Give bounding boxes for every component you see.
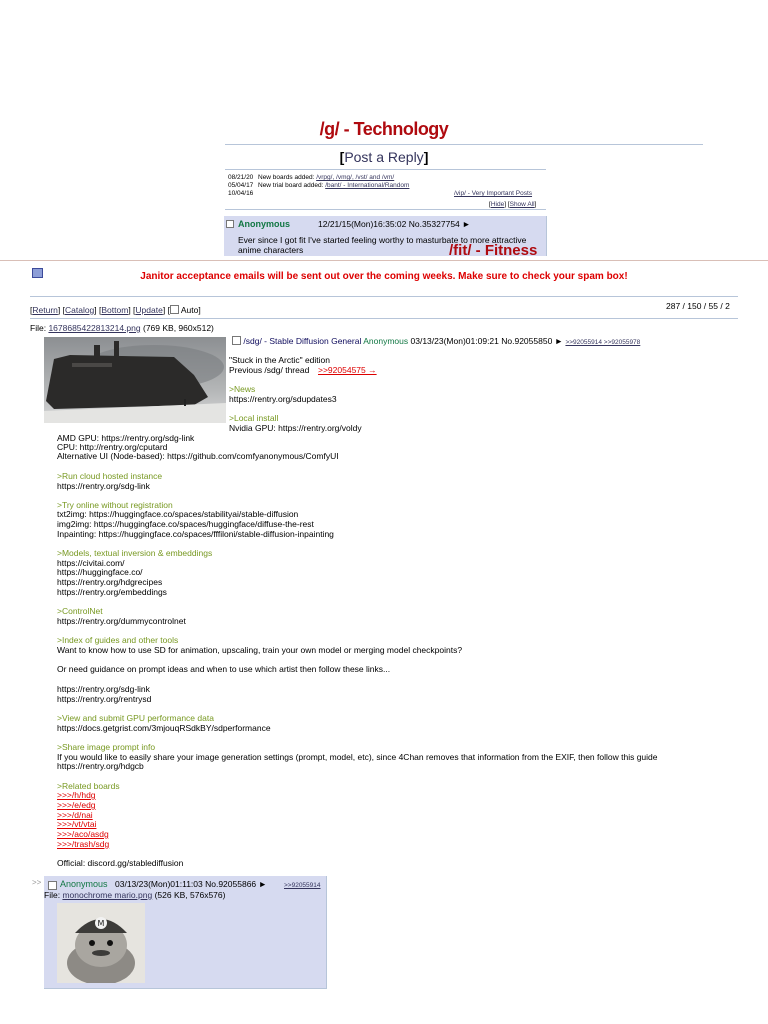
post-text-line: https://rentry.org/hdgcb [57, 761, 144, 771]
greentext-heading: >View and submit GPU performance data [57, 713, 214, 723]
divider [225, 169, 546, 170]
quote-link[interactable]: >>>/aco/asdg [57, 829, 109, 839]
announcement-text: Janitor acceptance emails will be sent out over the coming weeks. Make sure to check your spam box! [140, 271, 628, 282]
hide-news-button[interactable]: Hide [490, 201, 505, 208]
op-file-link[interactable]: 1678685422813214.png [48, 323, 141, 333]
reply-post [44, 876, 327, 989]
thread-stats: 287 / 150 / 55 / 2 [666, 301, 730, 311]
post-text-line: https://rentry.org/sdg-link [57, 684, 150, 694]
divider [225, 144, 703, 145]
reply-file-info: File: monochrome mario.png (526 KB, 576x576) [44, 890, 226, 900]
post-text-line: https://rentry.org/sdg-link [57, 481, 150, 491]
quote-link[interactable]: >>>/h/hdg [57, 790, 96, 800]
show-all-news-button[interactable]: Show All [509, 201, 535, 208]
reply-checkbox[interactable] [48, 881, 57, 890]
auto-label: Auto [180, 305, 199, 315]
greentext-heading: >Run cloud hosted instance [57, 471, 163, 481]
post-checkbox[interactable] [226, 220, 234, 228]
op-checkbox[interactable] [232, 336, 241, 345]
post-text-line: Or need guidance on prompt ideas and when to use which artist then follow these links... [57, 664, 391, 674]
news-item: 08/21/20 New boards added: /vrpg/, /vmg/, /vst/ and /vm/ [228, 174, 395, 181]
board-title: /g/ - Technology [319, 119, 449, 139]
post-text-line: https://docs.getgrist.com/3mjouqRSdkBY/sdperformance [57, 723, 271, 733]
post-text-line: https://rentry.org/sdupdates3 [229, 394, 337, 404]
post-text-line: https://rentry.org/dummycontrolnet [57, 616, 186, 626]
greentext-heading: >Try online without registration [57, 500, 173, 510]
greentext-heading: >Index of guides and other tools [57, 635, 179, 645]
quote-link[interactable]: >>92054575 → [318, 365, 377, 375]
post-body: Ever since I got fit I've started feeling worthy to masturbate to more attractive anime characters [238, 235, 527, 255]
post-text-line: Official: discord.gg/stablediffusion [57, 858, 184, 868]
post-text-line: https://rentry.org/embeddings [57, 587, 167, 597]
reply-backlink[interactable]: >>92055914 [284, 882, 321, 889]
auto-update-checkbox[interactable] [170, 305, 179, 314]
divider [0, 260, 768, 261]
post-text-line: Inpainting: https://huggingface.co/spaces/fffiloni/stable-diffusion-inpainting [57, 529, 334, 539]
greentext-heading: >ControlNet [57, 606, 103, 616]
greentext-heading: >Models, textual inversion & embeddings [57, 548, 213, 558]
update-link[interactable]: Update [135, 305, 163, 315]
divider [30, 318, 738, 319]
op-backlinks[interactable]: >>92055914 >>92055978 [565, 339, 641, 346]
reply-arrow: >> [32, 878, 42, 887]
post-text-line: img2img: https://huggingface.co/spaces/huggingface/diffuse-the-rest [57, 519, 314, 529]
post-text-line: Nvidia GPU: https://rentry.org/voldy [229, 423, 362, 433]
catalog-link[interactable]: Catalog [64, 305, 95, 315]
greentext-heading: >News [229, 384, 256, 394]
post-text-line: CPU: http://rentry.org/cputard [57, 442, 168, 452]
post-text-line: AMD GPU: https://rentry.org/sdg-link [57, 433, 195, 443]
op-meta: 03/13/23(Mon)01:09:21 No.92055850 ► [410, 336, 564, 346]
fit-board-link[interactable]: /fit/ - Fitness [449, 242, 538, 259]
post-text-line: https://civitai.com/ [57, 558, 125, 568]
op-post-header [232, 336, 640, 348]
return-link[interactable]: Return [32, 305, 58, 315]
reply-thumbnail[interactable] [57, 903, 145, 983]
post-text-line: https://huggingface.co/ [57, 567, 143, 577]
post-text-line: Previous /sdg/ thread [229, 365, 310, 375]
post-text-line: Alternative UI (Node-based): https://github.com/comfyanonymous/ComfyUI [57, 451, 339, 461]
divider [30, 296, 738, 297]
post-reply-link[interactable]: [Post a Reply] [339, 149, 429, 165]
post-text-line: https://rentry.org/rentrysd [57, 694, 152, 704]
reply-file-link[interactable]: monochrome mario.png [62, 890, 153, 900]
reply-meta: 03/13/23(Mon)01:11:03 No.92055866 ► [115, 879, 267, 889]
quote-link[interactable]: >>>/vt/vtai [57, 819, 97, 829]
post-text-line: "Stuck in the Arctic" edition [229, 355, 330, 365]
post-text-line: https://rentry.org/hdgrecipes [57, 577, 163, 587]
divider [225, 209, 546, 210]
news-blotter [228, 174, 546, 198]
svg-text:M: M [97, 919, 105, 928]
post-meta: 12/21/15(Mon)16:35:02 No.35327754 ► [318, 219, 471, 229]
quote-link[interactable]: >>>/d/nai [57, 810, 93, 820]
op-poster-name: Anonymous [363, 336, 409, 346]
post-reply-label[interactable]: Post a Reply [344, 149, 424, 165]
greentext-heading: >Related boards [57, 781, 120, 791]
post-text-line: If you would like to easily share your image generation settings (prompt, model, etc), since 4Chan removes that information from the EXIF, then follow this guide [57, 752, 658, 762]
op-subject: /sdg/ - Stable Diffusion General [243, 336, 362, 346]
post-text-line: txt2img: https://huggingface.co/spaces/stabilityai/stable-diffusion [57, 509, 299, 519]
bottom-link[interactable]: Bottom [101, 305, 129, 315]
quote-link[interactable]: >>>/trash/sdg [57, 839, 110, 849]
news-controls: [Hide] [Show All] [489, 201, 537, 208]
post-text-line: Want to know how to use SD for animation, upscaling, train your own model or merging model checkpoints? [57, 645, 463, 655]
poster-name: Anonymous [238, 219, 291, 229]
news-item: 10/04/16 /vip/ - Very Important Posts [228, 190, 533, 197]
op-thumbnail[interactable] [44, 337, 226, 423]
greentext-heading: >Local install [229, 413, 279, 423]
quote-link[interactable]: >>>/e/edg [57, 800, 96, 810]
reply-poster-name: Anonymous [60, 879, 108, 889]
thread-nav: [Return] [Catalog] [Bottom] [Update] [ Auto] [30, 305, 201, 315]
greentext-heading: >Share image prompt info [57, 742, 156, 752]
op-file-info: File: 1678685422813214.png (769 KB, 960x512) [30, 323, 214, 333]
news-item: 05/04/17 New trial board added: /bant/ - International/Random [228, 182, 410, 189]
